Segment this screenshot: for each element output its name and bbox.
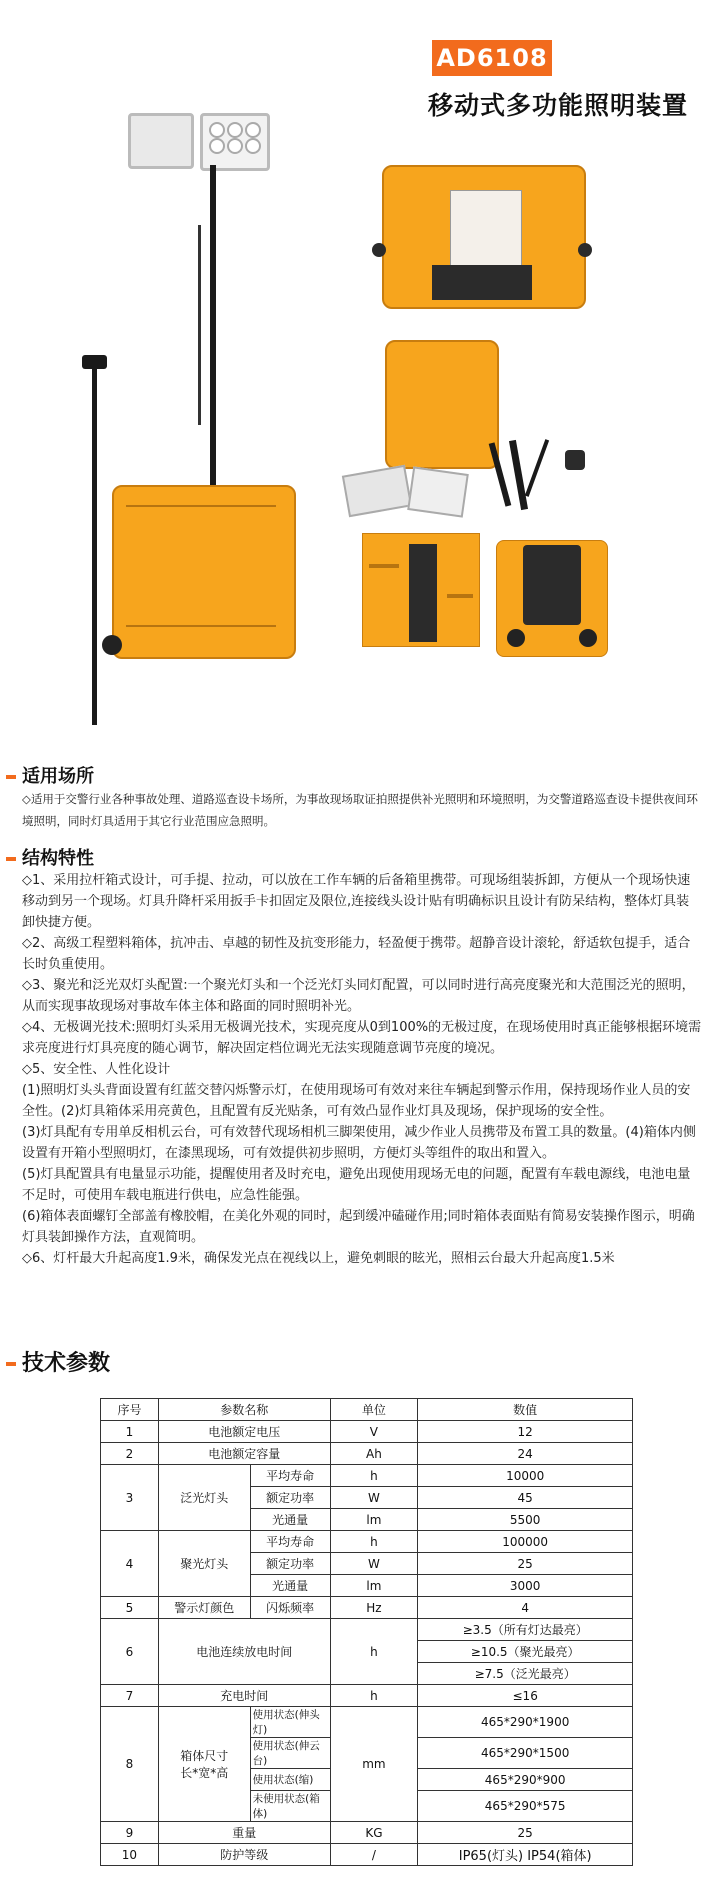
spotlight-head — [200, 113, 270, 171]
feature-item: (3)灯具配有专用单反相机云台，可有效替代现场相机三脚架使用，减少作业人员携带及布置工具的数量。(4)箱体内侧设置有开箱小型照明灯，在漆黑现场，可有效提供初步照明，方便灯头等组件的取出和置入。 — [22, 1125, 696, 1161]
table-row: 使用状态(缩) 465*290*900 — [101, 1769, 633, 1791]
table-row: 2 电池额定容量 Ah 24 — [101, 1443, 633, 1465]
feature-item: (6)箱体表面螺钉全部盖有橡胶帽，在美化外观的同时，起到缓冲磕碰作用;同时箱体表面贴有简易安装操作图示，明确灯具装卸操作方法，直观简明。 — [22, 1209, 695, 1245]
detail-image-right — [496, 540, 608, 657]
model-badge: AD6108 — [432, 40, 552, 76]
feature-item: ◇2、高级工程塑料箱体，抗冲击、卓越的韧性及抗变形能力，轻盈便于携带。超静音设计滚轮，舒适软包提手，适合长时负重使用。 — [22, 936, 691, 972]
table-row: 3 泛光灯头 平均寿命 h 10000 — [101, 1465, 633, 1487]
section-marker-icon — [6, 1362, 16, 1366]
table-row: 额定功率 W 25 — [101, 1553, 633, 1575]
table-row: 未使用状态(箱体) 465*290*575 — [101, 1791, 633, 1822]
table-row: 1 电池额定电压 V 12 — [101, 1421, 633, 1443]
main-product-image — [70, 105, 360, 665]
features-section-title: 结构特性 — [6, 844, 94, 870]
feature-item: ◇5、安全性、人性化设计 — [22, 1062, 171, 1077]
table-row: 4 聚光灯头 平均寿命 h 100000 — [101, 1531, 633, 1553]
table-row: ≥10.5（聚光最亮） — [101, 1641, 633, 1663]
table-row: 7 充电时间 h ≤16 — [101, 1685, 633, 1707]
spec-table — [100, 1398, 633, 1866]
feature-item: ◇3、聚光和泛光双灯头配置:一个聚光灯头和一个泛光灯头同灯配置，可以同时进行高亮度聚光和大范围泛光的照明，从而实现事故现场对事故车体主体和路面的同时照明补光。 — [22, 978, 695, 1014]
table-header-cell: 数值 — [418, 1399, 633, 1421]
feature-item: ◇4、无极调光技术:照明灯头采用无极调光技术，实现亮度从0到100%的无极过度，在现场使用时真正能够根据环境需求亮度进行灯具亮度的随心调节，解决固定档位调光无法实现随意调节亮度的境况。 — [22, 1020, 702, 1056]
table-header-cell: 参数名称 — [158, 1399, 330, 1421]
table-row: 5 警示灯颜色 闪烁频率 Hz 4 — [101, 1597, 633, 1619]
table-row: 9 重量 KG 25 — [101, 1822, 633, 1844]
table-header-cell: 单位 — [330, 1399, 418, 1421]
detail-image-left — [362, 533, 480, 647]
usage-text: ◇适用于交警行业各种事故处理、道路巡查设卡场所，为事故现场取证拍照提供补光照明和环境照明，为交警道路巡查设卡提供夜间环境照明，同时灯具适用于其它行业范围应急照明。 — [22, 792, 698, 828]
section-marker-icon — [6, 857, 16, 861]
feature-item: (1)照明灯头头背面设置有红蓝交替闪烁警示灯，在使用现场可有效对来往车辆起到警示作用，保持现场作业人员的安全性。(2)灯具箱体采用亮黄色，且配置有反光贴条，可有效凸显作业灯具及现场，保护现场的安全性。 — [22, 1083, 691, 1119]
table-row: ≥7.5（泛光最亮） — [101, 1663, 633, 1685]
usage-section-title: 适用场所 — [6, 762, 94, 788]
table-row: 额定功率 W 45 — [101, 1487, 633, 1509]
product-title: 移动式多功能照明装置 — [428, 91, 689, 120]
table-row: 6 电池连续放电时间 h ≥3.5（所有灯达最亮） — [101, 1619, 633, 1641]
specs-section-title: 技术参数 — [6, 1346, 110, 1377]
table-row: 光通量 lm 5500 — [101, 1509, 633, 1531]
floodlight-head — [128, 113, 194, 169]
table-row: 10 防护等级 / IP65(灯头) IP54(箱体) — [101, 1844, 633, 1866]
feature-item: (5)灯具配置具有电量显示功能，提醒使用者及时充电，避免出现使用现场无电的问题，配置有车载电源线，电池电量不足时，可使用车载电瓶进行供电，应急性能强。 — [22, 1167, 691, 1203]
table-row: 光通量 lm 3000 — [101, 1575, 633, 1597]
table-header-row — [101, 1399, 633, 1421]
table-row: 使用状态(伸云台) 465*290*1500 — [101, 1738, 633, 1769]
main-case — [112, 485, 296, 659]
table-row: 8 箱体尺寸 长*宽*高 使用状态(伸头灯) mm 465*290*1900 — [101, 1707, 633, 1738]
feature-item: ◇6、灯杆最大升起高度1.9米，确保发光点在视线以上，避免刺眼的眩光，照相云台最大升起高度1.5米 — [22, 1251, 615, 1266]
feature-item: ◇1、采用拉杆箱式设计，可手提、拉动，可以放在工作车辆的后备箱里携带。可现场组装拆卸，方便从一个现场快速移动到另一个现场。灯具升降杆采用扳手卡扣固定及限位,连接线头设计贴有明确标识且设计有防呆结构，整体灯具装卸快捷方便。 — [22, 873, 691, 930]
table-header-cell: 序号 — [101, 1399, 159, 1421]
open-case-image — [372, 165, 592, 315]
features-list — [22, 870, 702, 1269]
section-marker-icon — [6, 775, 16, 779]
accessories-image — [335, 330, 595, 530]
